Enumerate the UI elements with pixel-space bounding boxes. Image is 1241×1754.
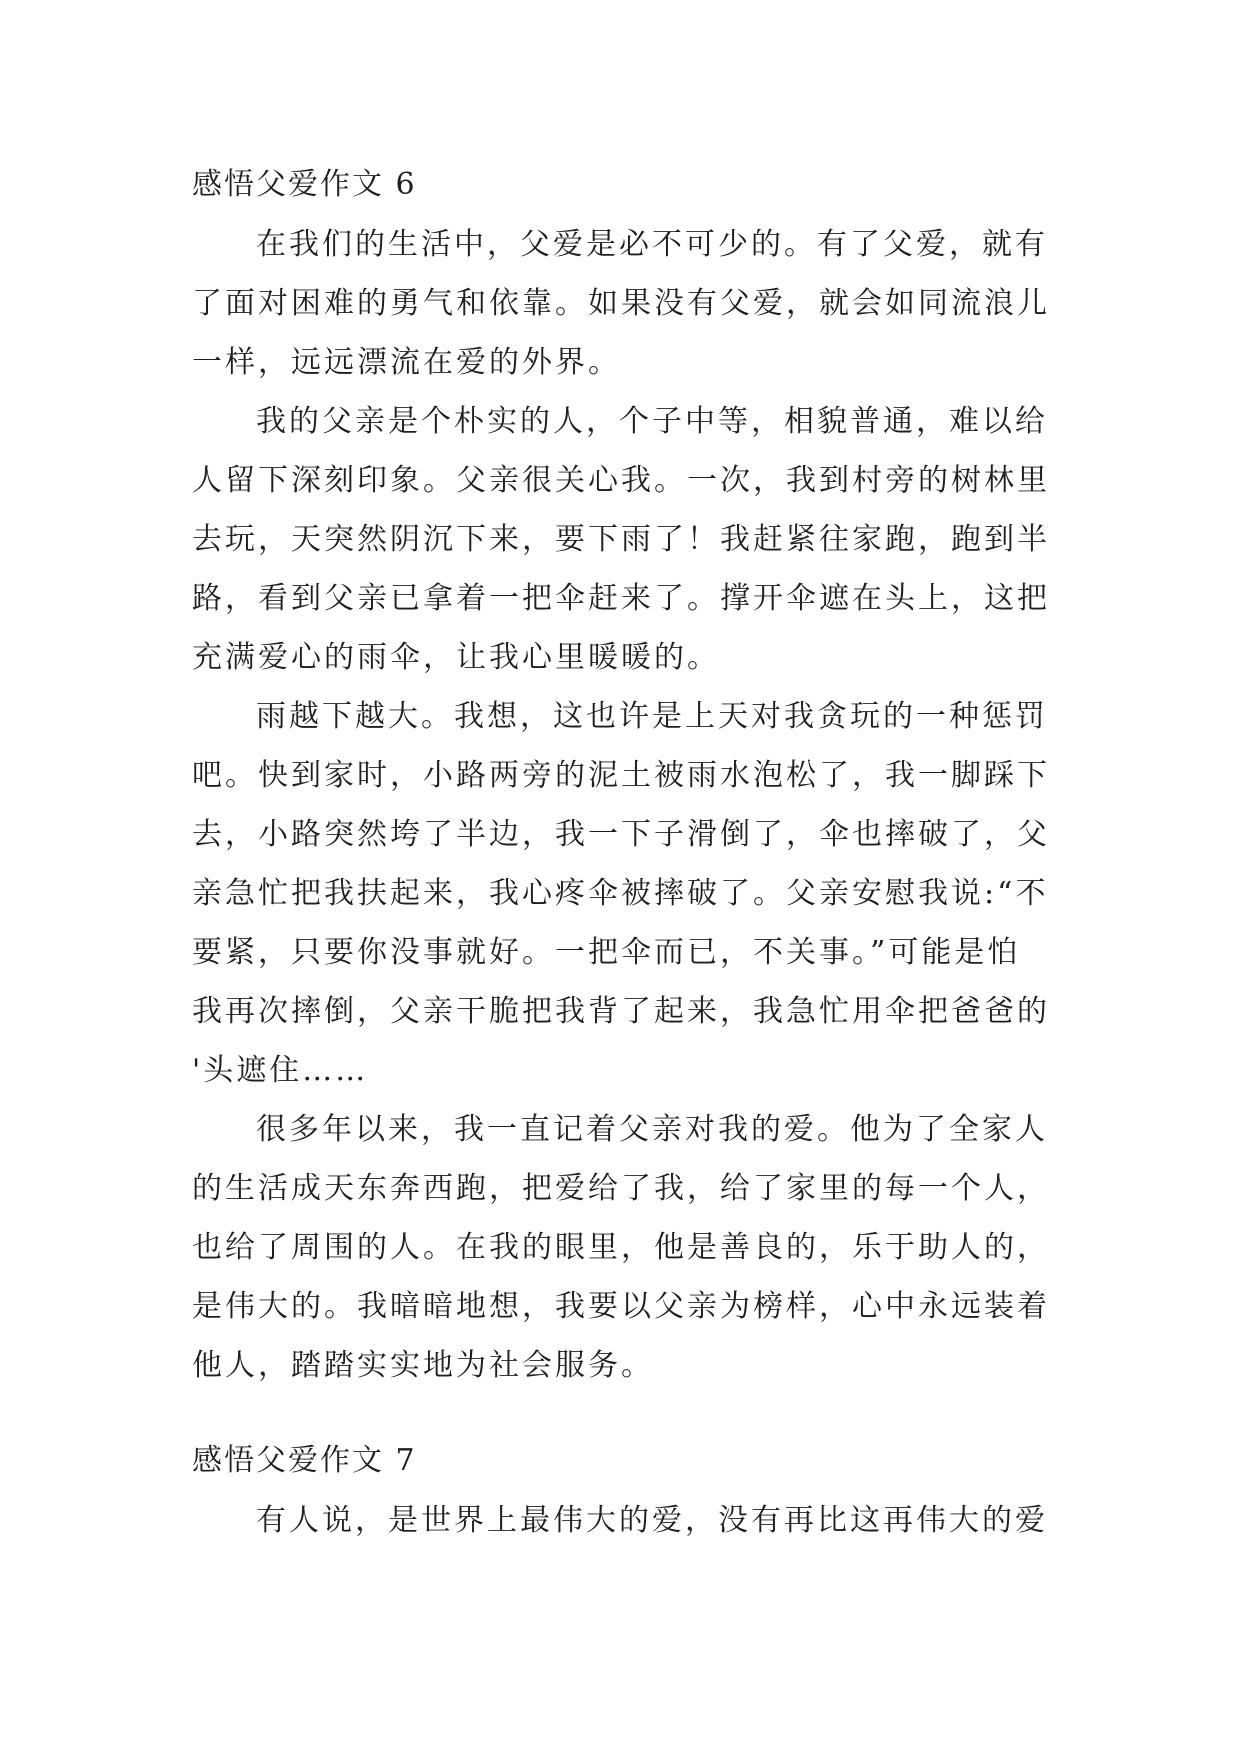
paragraph-line: 一样，远远漂流在爱的外界。 xyxy=(192,345,621,380)
paragraph-line: 去玩，天突然阴沉下来，要下雨了！我赶紧往家跑，跑到半 xyxy=(192,522,1050,557)
paragraph-line: 亲急忙把我扶起来，我心疼伞被摔破了。父亲安慰我说:“不 xyxy=(192,876,1049,911)
paragraph-line: '头遮住…… xyxy=(192,1053,369,1088)
paragraph-line: 的生活成天东奔西跑，把爱给了我，给了家里的每一个人， xyxy=(192,1171,1050,1206)
paragraph-line: 我的父亲是个朴实的人，个子中等，相貌普通，难以给 xyxy=(256,404,1048,439)
paragraph-line: 路，看到父亲已拿着一把伞赶来了。撑开伞遮在头上，这把 xyxy=(192,581,1050,616)
paragraph-line: 很多年以来，我一直记着父亲对我的爱。他为了全家人 xyxy=(256,1112,1048,1147)
paragraph-line: 在我们的生活中，父爱是必不可少的。有了父爱，就有 xyxy=(256,227,1048,262)
paragraph-line: 也给了周围的人。在我的眼里，他是善良的，乐于助人的， xyxy=(192,1230,1050,1265)
paragraph-line: 是伟大的。我暗暗地想，我要以父亲为榜样，心中永远装着 xyxy=(192,1289,1050,1324)
paragraph-line: 人留下深刻印象。父亲很关心我。一次，我到村旁的树林里 xyxy=(192,463,1050,498)
section-heading: 感悟父爱作文 6 xyxy=(192,167,417,202)
paragraph-line: 有人说，是世界上最伟大的爱，没有再比这再伟大的爱 xyxy=(256,1503,1048,1538)
paragraph-line: 充满爱心的雨伞，让我心里暖暖的。 xyxy=(192,640,720,675)
section-heading: 感悟父爱作文 7 xyxy=(192,1443,417,1478)
paragraph-line: 他人，踏踏实实地为社会服务。 xyxy=(192,1348,654,1383)
paragraph-line: 雨越下越大。我想，这也许是上天对我贪玩的一种惩罚 xyxy=(256,699,1048,734)
paragraph-line: 我再次摔倒，父亲干脆把我背了起来，我急忙用伞把爸爸的 xyxy=(192,994,1050,1029)
paragraph-line: 去，小路突然垮了半边，我一下子滑倒了，伞也摔破了，父 xyxy=(192,817,1050,852)
paragraph-line: 吧。快到家时，小路两旁的泥土被雨水泡松了，我一脚踩下 xyxy=(192,758,1050,793)
paragraph-line: 要紧，只要你没事就好。一把伞而已，不关事。”可能是怕 xyxy=(192,935,1021,970)
paragraph-line: 了面对困难的勇气和依靠。如果没有父爱，就会如同流浪儿 xyxy=(192,286,1050,321)
